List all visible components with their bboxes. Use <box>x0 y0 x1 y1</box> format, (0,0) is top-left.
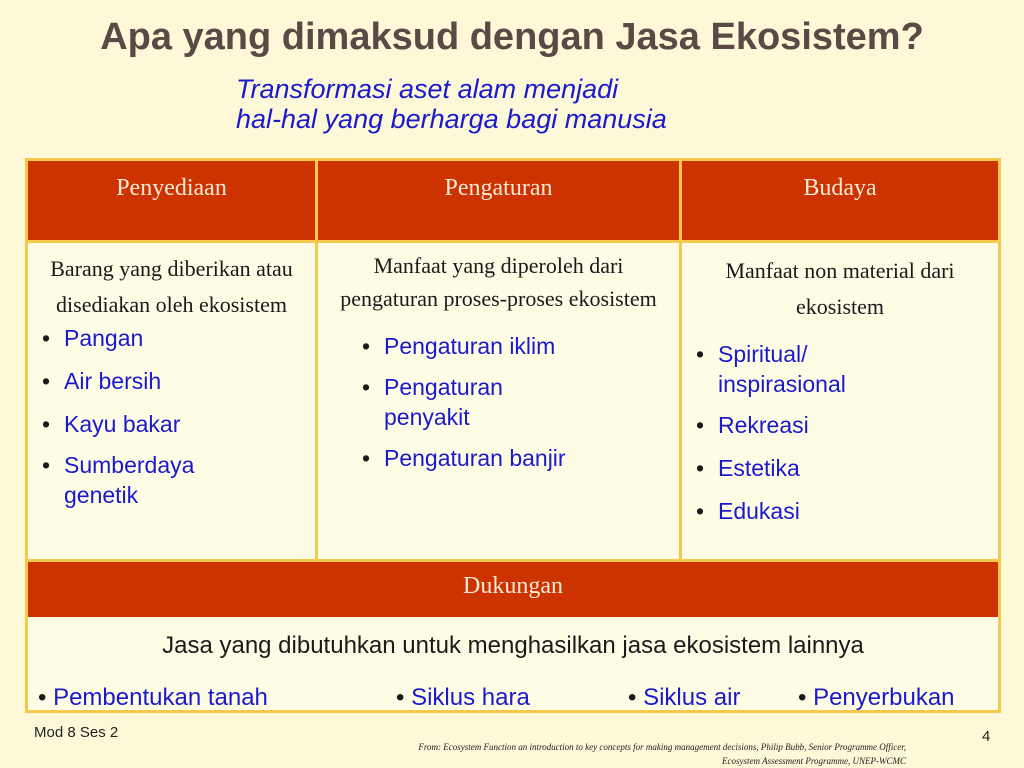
list-item: • Spiritual/ inspirasional <box>682 339 998 399</box>
description-budaya: Manfaat non material dari ekosistem <box>725 258 955 319</box>
list-pengaturan <box>318 329 679 475</box>
column-pengaturan <box>318 243 679 559</box>
support-item: • Pembentukan tanah <box>38 684 268 711</box>
header-penyediaan: Penyediaan <box>28 161 315 240</box>
list-item: • Air bersih <box>28 364 315 398</box>
list-item: • Pengaturan banjir <box>348 441 679 475</box>
slide-subtitle <box>236 74 667 134</box>
slide-title: Apa yang dimaksud dengan Jasa Ekosistem? <box>100 16 924 58</box>
support-item: • Siklus air <box>628 684 741 711</box>
support-item: • Siklus hara <box>396 684 530 711</box>
header-budaya: Budaya <box>682 161 998 240</box>
source-citation <box>330 740 906 768</box>
list-item: • Pengaturan iklim <box>348 329 679 363</box>
list-item: • Edukasi <box>682 494 998 528</box>
ecosystem-services-table <box>25 158 1001 623</box>
header-pengaturan: Pengaturan <box>318 161 679 240</box>
source-line-2: Ecosystem Assessment Programme, UNEP-WCMC <box>722 756 906 766</box>
list-budaya <box>682 339 998 528</box>
source-line-1: From: Ecosystem Function an introduction to key concepts for making management decisions, Philip Bubb, Senior Programme Officer, <box>418 742 906 752</box>
header-dukungan: Dukungan <box>28 562 998 617</box>
description-penyediaan: Barang yang diberikan atau disediakan oleh ekosistem <box>50 256 293 317</box>
description-pengaturan: Manfaat yang diperoleh dari pengaturan proses-proses ekosistem <box>340 253 657 311</box>
module-label: Mod 8 Ses 2 <box>34 724 119 741</box>
list-item: • Rekreasi <box>682 408 998 442</box>
support-item: • Penyerbukan <box>798 684 955 711</box>
list-item: • Sumberdaya genetik <box>28 450 315 510</box>
column-budaya <box>682 243 998 559</box>
list-item: • Pangan <box>28 321 315 355</box>
list-item: • Estetika <box>682 451 998 485</box>
subtitle-line-2: hal-hal yang berharga bagi manusia <box>236 104 667 134</box>
support-description: Jasa yang dibutuhkan untuk menghasilkan jasa ekosistem lainnya <box>162 632 864 659</box>
subtitle-line-1: Transformasi aset alam menjadi <box>236 74 619 104</box>
list-penyediaan <box>28 321 315 510</box>
page-number: 4 <box>982 728 991 745</box>
list-item: • Kayu bakar <box>28 407 315 441</box>
list-item: • Pengaturan penyakit <box>348 372 679 432</box>
column-penyediaan <box>28 243 315 559</box>
